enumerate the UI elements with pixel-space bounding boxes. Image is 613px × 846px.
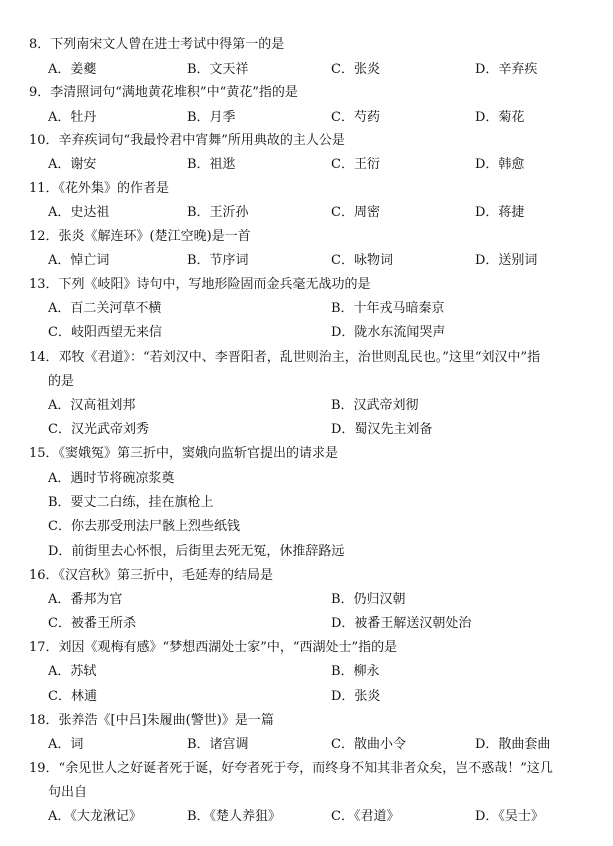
question-stem: 17．刘因《观梅有感》“梦想西湖处士家”中，“西湖处士”指的是	[29, 640, 398, 655]
option-a: A．牡丹	[48, 110, 97, 125]
option-b: B．王沂孙	[187, 205, 249, 220]
option-d: D．韩愈	[475, 157, 525, 172]
option-d: D．辛弃疾	[475, 62, 538, 77]
option-a: A．《大龙湫记》	[48, 809, 142, 824]
question-stem: 12．张炎《解连环》(楚江空晚)是一首	[29, 229, 251, 244]
option-a: A．遇时节将碗凉浆奠	[48, 471, 175, 486]
option-b: B．仍归汉朝	[331, 592, 406, 607]
option-a: A．番邦为官	[48, 592, 123, 607]
option-b: B．文天祥	[187, 62, 249, 77]
question-stem: 15．《窦娥冤》第三折中，窦娥向监斩官提出的请求是	[29, 446, 339, 461]
option-a: A．词	[48, 737, 84, 752]
question-stem-continued: 的是	[48, 374, 75, 389]
option-b: B．诸宫调	[187, 737, 249, 752]
option-a: A．史达祖	[48, 205, 110, 220]
question-stem: 18．张养浩《[中吕]朱履曲(警世)》是一篇	[29, 713, 274, 728]
question-stem: 19．“余见世人之好诞者死于诞，好夸者死于夸，而终身不知其非者众矣，岂不惑哉！”这几	[29, 761, 553, 776]
option-a: A．谢安	[48, 157, 97, 172]
question-stem: 10．辛弃疾词句“我最怜君中宵舞”所用典故的主人公是	[29, 133, 345, 148]
option-b: B．柳永	[331, 664, 380, 679]
question-stem: 8．下列南宋文人曾在进士考试中得第一的是	[29, 37, 285, 52]
option-c: C．你去那受刑法尸骸上烈些纸钱	[48, 519, 240, 534]
option-c: C．咏物词	[331, 253, 393, 268]
question-stem-continued: 句出自	[48, 785, 88, 800]
option-a: A．悼亡词	[48, 253, 110, 268]
question-stem: 9．李清照词句“满地黄花堆积”中“黄花”指的是	[29, 85, 298, 100]
option-c: C．林逋	[48, 689, 97, 704]
option-d: D．送别词	[475, 253, 538, 268]
option-b: B．汉武帝刘彻	[331, 398, 419, 413]
option-c: C．散曲小令	[331, 737, 406, 752]
question-stem: 14．邓牧《君道》：“若刘汉中、李晋阳者，乱世则治主，治世则乱民也。”这里“刘汉中”指	[29, 350, 541, 365]
option-c: C．周密	[331, 205, 380, 220]
option-d: D．散曲套曲	[475, 737, 551, 752]
option-a: A．百二关河草不横	[48, 301, 162, 316]
option-d: D．张炎	[331, 689, 381, 704]
question-stem: 13．下列《岐阳》诗句中，写地形险固而金兵毫无战功的是	[29, 277, 371, 292]
option-a: A．苏轼	[48, 664, 97, 679]
option-c: C．汉光武帝刘秀	[48, 422, 149, 437]
option-c: C．《君道》	[331, 809, 400, 824]
option-d: D．《吴士》	[475, 809, 544, 824]
option-c: C．岐阳西望无来信	[48, 325, 162, 340]
option-d: D．前街里去心怀恨，后街里去死无冤，休推辞路远	[48, 544, 345, 559]
option-c: C．芍药	[331, 110, 380, 125]
question-stem: 16．《汉宫秋》第三折中，毛延寿的结局是	[29, 568, 274, 583]
option-d: D．蒋捷	[475, 205, 525, 220]
option-c: C．王衍	[331, 157, 380, 172]
option-c: C．张炎	[331, 62, 380, 77]
option-b: B．十年戎马暗秦京	[331, 301, 445, 316]
option-c: C．被番王所杀	[48, 616, 136, 631]
option-d: D．被番王解送汉朝处治	[331, 616, 472, 631]
option-d: D．菊花	[475, 110, 525, 125]
option-d: D．陇水东流闻哭声	[331, 325, 446, 340]
option-b: B．祖逖	[187, 157, 236, 172]
option-d: D．蜀汉先主刘备	[331, 422, 433, 437]
question-stem: 11．《花外集》的作者是	[29, 181, 170, 196]
option-b: B．月季	[187, 110, 236, 125]
option-b: B．《楚人养狙》	[187, 809, 282, 824]
option-a: A．姜夔	[48, 62, 97, 77]
option-a: A．汉高祖刘邦	[48, 398, 136, 413]
option-b: B．要丈二白练，挂在旗枪上	[48, 495, 214, 510]
option-b: B．节序词	[187, 253, 249, 268]
